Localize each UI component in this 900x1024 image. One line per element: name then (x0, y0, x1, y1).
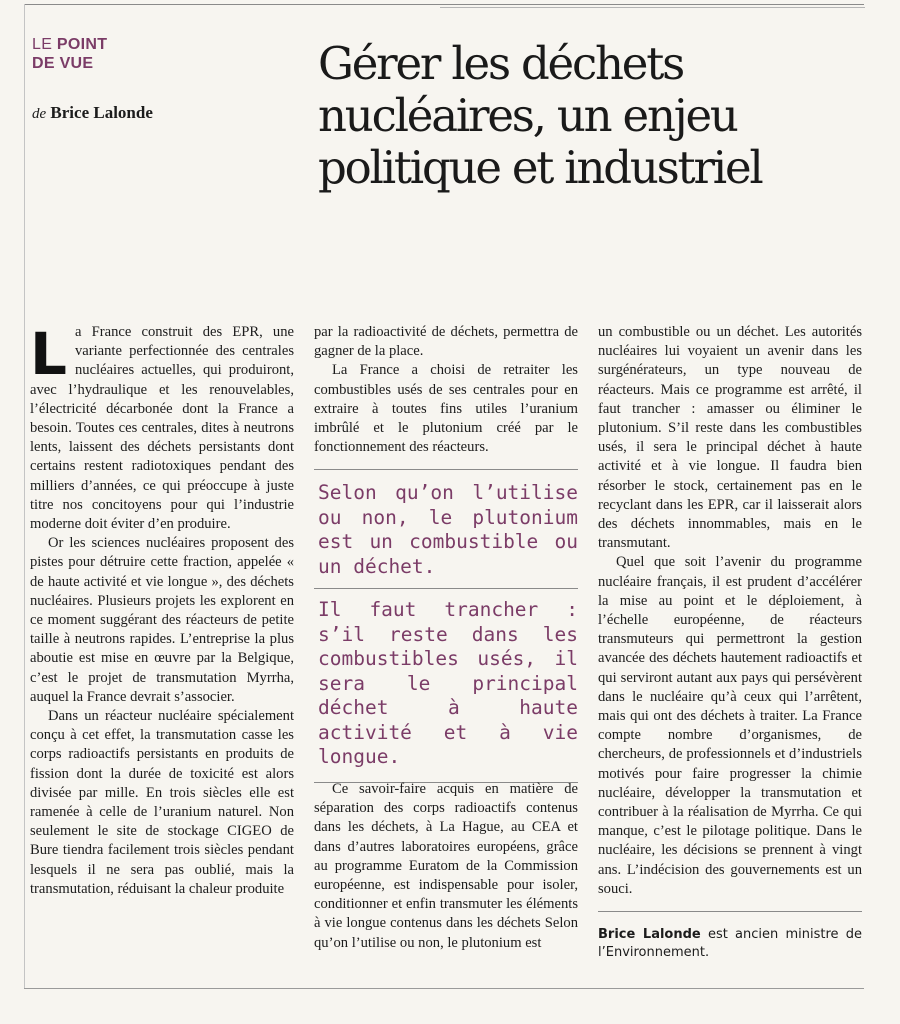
author-bio (598, 926, 862, 962)
paragraph: La France a choisi de retraiter les combustibles usés de ses centrales pour en extraire à toutes fins utiles l’uranium imbrûlé et le plutonium créé par le fonctionnement des réacteurs. (314, 362, 578, 456)
byline (32, 103, 153, 123)
pullquote-rule (314, 588, 578, 589)
article-column-3 (598, 323, 862, 962)
bio-text: est ancien ministre de l’Environnement. (598, 927, 862, 961)
top-rule-secondary (440, 7, 865, 8)
byline-author: Brice Lalonde (50, 103, 153, 122)
article-column-2-lower (314, 780, 578, 953)
paragraph: par la radioactivité de déchets, permettra de gagner de la place. (314, 324, 578, 360)
paragraph: Dans un réacteur nucléaire spécialement conçu à cet effet, la transmutation casse les corps radioactifs persistants en produits de fission dont la durée de toxicité est alors divisée par mille. En trois siècles elle est ramenée à celle de l’uranium naturel. Non seulement le site de stockage CIGEO de Bure tiendra facilement trois siècles pendant lesquels il ne sera pas oublié, mais la transmutation, réduisant la chaleur produite (30, 708, 294, 897)
article-headline: Gérer les déchets nucléaires, un enjeu politique et industriel (318, 37, 762, 194)
bio-rule (598, 911, 862, 912)
bottom-rule (24, 988, 864, 989)
paragraph: un combustible ou un déchet. Les autorités nucléaires lui voyaient un avenir dans les surgénérateurs, un type nouveau de réacteurs. Mais ce programme est arrêté, il faut trancher : amasser ou éliminer le plutonium. S’il reste dans les combustibles usés, il sera le principal déchet à haute activité et à vie longue. Il faudra bien résorber le stock, certainement pas en le recyclant dans les EPR, car il laisserait alors des déchets innommables, mais en le transmutant. (598, 324, 862, 552)
paragraph: Quel que soit l’avenir du programme nucléaire français, il est prudent d’accélérer la mise au point et le déploiement, à l’échelle européenne, de réacteurs transmuteurs qui permettront la gestion avancée des déchets hautement radioactifs et qui serviront autant aux pays qui persévèrent dans le nucléaire qu’à ceux qui l’arrêtent, mais qui ont des déchets à traiter. La France compte nombre d’organismes, de chercheurs, de professionnels et d’industriels motivés pour faire progresser la chimie nucléaire, développer la transmutation et contribuer à la réalisation de Myrrha. Ce qui manque, c’est le pilotage politique. Dans le nucléaire, les décisions se prennent à vingt ans. L’indécision des gouvernements est un souci. (598, 554, 862, 897)
section-rubric (32, 35, 107, 73)
bio-author-name: Brice Lalonde (598, 927, 701, 943)
paragraph-text: a France construit des EPR, une variante perfectionnée des centrales nucléaires actuelles, qui produiront, avec l’hydraulique et les renouvelables, l’électricité décarbonée dont la France a besoin. Toutes ces centrales, dites à neutrons lents, laissent des déchets persistants dont certains restent radiotoxiques pendant des milliers d’années, ce qui préoccupe à juste titre nos concitoyens pour qui l’industrie moderne doit éviter d’en produire. (30, 324, 294, 533)
article-column-1 (30, 320, 294, 899)
pullquote-rule (314, 469, 578, 470)
byline-prefix: de (32, 106, 47, 122)
paragraph: Ce savoir-faire acquis en matière de séparation des corps radioactifs contenus dans les déchets, à La Hague, au CEA et dans d’autres laboratoires européens, grâce au programme Euratom de la Commission européenne, est indispensable pour isoler, conditionner et enfin transmuter les éléments à vie longue contenus dans les déchets Selon qu’on l’utilise ou non, le plutonium est (314, 781, 578, 951)
paragraph (30, 320, 294, 534)
rubric-le: LE (32, 36, 53, 53)
drop-cap: L (30, 320, 67, 388)
paragraph: Or les sciences nucléaires proposent des pistes pour détruire cette fraction, appelée « de haute activité et vie longue », des déchets nucléaires. Plusieurs projets les explorent en ce moment suggérant des réacteurs de petite taille à neutrons rapides. L’entreprise la plus aboutie est mise en œuvre par la Belgique, c’est le projet de transmutation Myrrha, auquel la France devrait s’associer. (30, 535, 294, 705)
rubric-de-vue: DE VUE (32, 55, 94, 72)
top-rule (24, 4, 864, 5)
rubric-point: POINT (56, 36, 108, 53)
pullquote-2: Il faut trancher : s’il reste dans les combustibles usés, il sera le principal déchet à haute activité et à vie longue. (318, 598, 578, 769)
pullquote-1: Selon qu’on l’utilise ou non, le plutonium est un combustible ou un déchet. (318, 481, 578, 578)
article-column-2 (314, 323, 578, 783)
left-rule (24, 4, 25, 989)
